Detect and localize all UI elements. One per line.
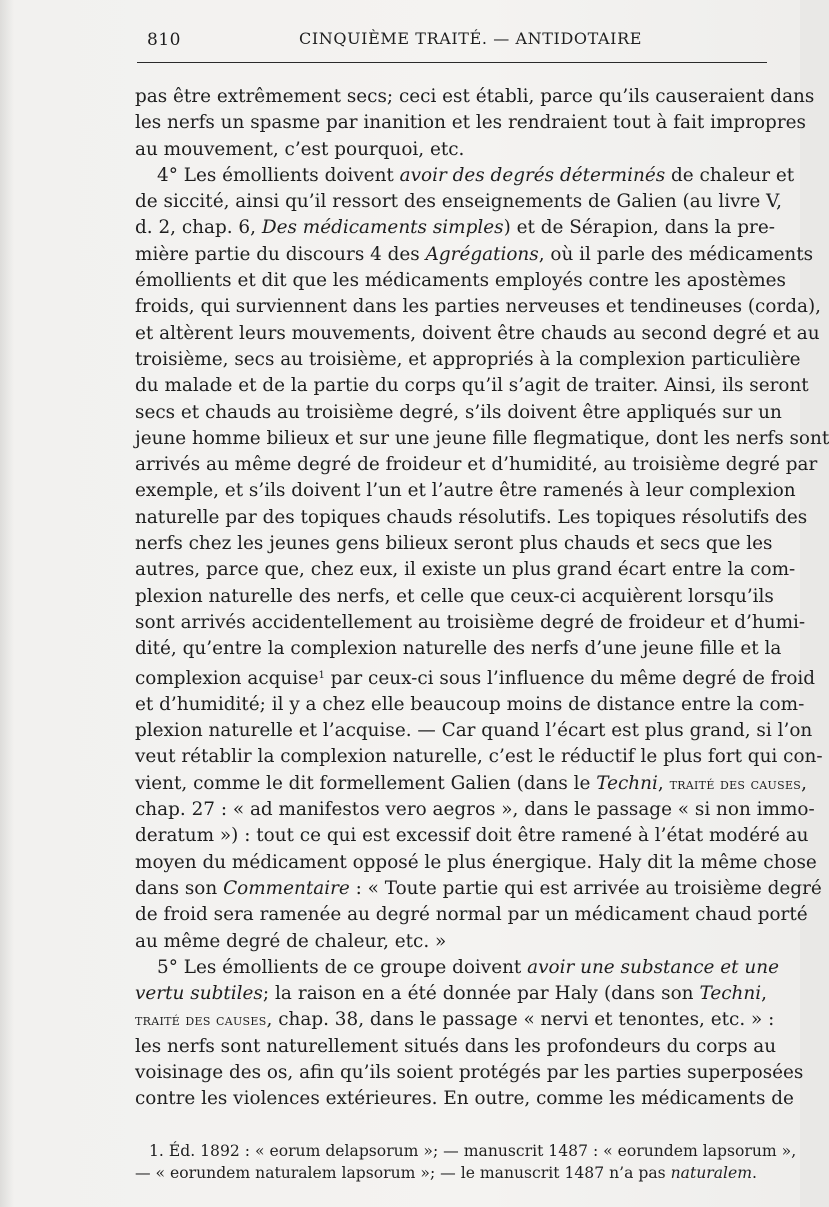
text-run: d. 2, chap. 6,: [135, 217, 256, 239]
text-line: veut rétablir la complexion naturelle, c’est le réductif le plus fort qui con-: [135, 746, 823, 768]
text-run: par ceux-ci sous l’influence du même degré de froid: [324, 667, 816, 689]
footnotes: [135, 1140, 797, 1184]
smallcaps-run: traité des causes: [135, 1010, 267, 1030]
text-line: froids, qui surviennent dans les parties nerveuses et tendineuses (corda),: [135, 296, 821, 318]
text-line: naturelle par des topiques chauds résolutifs. Les topiques résolutifs des: [135, 506, 808, 528]
text-line: nerfs chez les jeunes gens bilieux seront plus chauds et secs que les: [135, 533, 773, 555]
text-run: mière partie du discours 4 des: [135, 243, 420, 265]
text-line: arrivés au même degré de froideur et d’humidité, au troisième degré par: [135, 454, 818, 476]
text-run: de chaleur et: [671, 164, 795, 186]
text-run: ,: [761, 983, 767, 1005]
text-line: exemple, et s’ils doivent l’un et l’autre être ramenés à leur complexion: [135, 480, 796, 502]
smallcaps-run: traité des causes: [669, 773, 802, 793]
text-run: vient, comme le dit formellement Galien (dans le: [135, 772, 591, 794]
text-line: [135, 663, 816, 692]
text-line: [135, 163, 795, 189]
text-run: : « Toute partie qui est arrivée au troisième degré: [349, 877, 822, 899]
italic-run: avoir des degrés déterminés: [399, 164, 666, 186]
running-title: CINQUIÈME TRAITÉ. — ANTIDOTAIRE: [299, 29, 643, 48]
text-run: , chap. 38, dans le passage « nervi et tenontes, etc. » :: [266, 1009, 775, 1031]
footnote-reference: 1: [318, 669, 325, 681]
text-line: chap. 27 : « ad manifestos vero aegros », dans le passage « si non immo-: [135, 799, 815, 821]
text-line: les nerfs un spasme par inanition et les rendraient tout à fait impropres: [135, 112, 806, 134]
text-line: au même degré de chaleur, etc. »: [135, 930, 447, 952]
footnote-line: 1. Éd. 1892 : « eorum delapsorum »; — manuscrit 1487 : « eorundem lapsorum »,: [149, 1142, 797, 1160]
text-run: 5° Les émollients de ce groupe doivent: [157, 956, 522, 978]
text-line: de siccité, ainsi qu’il ressort des enseignements de Galien (au livre V,: [135, 191, 782, 213]
text-line: [135, 242, 814, 268]
text-line: sont arrivés accidentellement au troisième degré de froideur et d’humi-: [135, 611, 806, 633]
italic-run: avoir une substance et une: [527, 956, 779, 978]
text-run: dans son: [135, 877, 218, 899]
text-run: complexion acquise: [135, 667, 319, 689]
italic-run: Techni: [596, 772, 658, 794]
text-line: contre les violences extérieures. En outre, comme les médicaments de: [135, 1088, 794, 1110]
text-line: [135, 215, 775, 241]
italic-run: naturalem: [670, 1164, 753, 1182]
text-line: de froid sera ramenée au degré normal par un médicament chaud porté: [135, 904, 808, 926]
text-line: les nerfs sont naturellement situés dans les profondeurs du corps au: [135, 1035, 777, 1057]
text-line: [135, 981, 767, 1007]
footnote-line: [135, 1162, 767, 1184]
page-header: [147, 24, 767, 54]
text-line: moyen du médicament opposé le plus énergique. Haly dit la même chose: [135, 851, 817, 873]
text-line: [135, 771, 807, 797]
text-line: [135, 955, 779, 981]
text-line: pas être extrêmement secs; ceci est établi, parce qu’ils causeraient dans: [135, 86, 815, 107]
text-line: émollients et dit que les médicaments employés contre les apostèmes: [135, 270, 786, 292]
text-run: ; la raison en a été donnée par Haly (dans son: [262, 983, 694, 1005]
italic-run: Techni: [699, 983, 762, 1005]
text-run: 4° Les émollients doivent: [157, 164, 394, 186]
text-line: dité, qu’entre la complexion naturelle des nerfs d’une jeune fille et la: [135, 638, 782, 660]
text-line: [135, 876, 822, 902]
body-text: [135, 84, 829, 1113]
text-line: plexion naturelle et l’acquise. — Car quand l’écart est plus grand, si l’on: [135, 720, 813, 742]
italic-run: Agrégations: [425, 243, 539, 265]
text-run: ,: [801, 772, 807, 794]
header-rule: [137, 62, 767, 63]
text-line: et d’humidité; il y a chez elle beaucoup moins de distance entre la com-: [135, 693, 805, 715]
text-line: et altèrent leurs mouvements, doivent être chauds au second degré et au: [135, 322, 820, 344]
text-run: , où il parle des médicaments: [538, 243, 814, 265]
text-line: du malade et de la partie du corps qu’il s’agit de traiter. Ainsi, ils seront: [135, 375, 809, 397]
text-run: — « eorundem naturalem lapsorum »; — le manuscrit 1487 n’a pas: [135, 1164, 666, 1182]
page-number: 810: [147, 30, 181, 50]
text-line: troisième, secs au troisième, et appropriés à la complexion particulière: [135, 348, 801, 370]
text-line: jeune homme bilieux et sur une jeune fille flegmatique, dont les nerfs sont: [135, 427, 829, 449]
italic-run: Des médicaments simples: [261, 217, 504, 239]
text-line: secs et chauds au troisième degré, s’ils doivent être appliqués sur un: [135, 401, 782, 423]
italic-run: Commentaire: [223, 877, 350, 899]
text-run: ) et de Sérapion, dans la pre-: [503, 217, 775, 239]
italic-run: vertu subtiles: [135, 983, 263, 1005]
text-line: voisinage des os, afin qu’ils soient protégés par les parties superposées: [135, 1061, 804, 1083]
text-run: .: [752, 1164, 757, 1182]
text-run: ,: [657, 772, 664, 794]
text-line: deratum ») : tout ce qui est excessif doit être ramené à l’état modéré au: [135, 825, 809, 847]
text-line: [135, 1007, 775, 1033]
text-line: au mouvement, c’est pourquoi, etc.: [135, 138, 465, 160]
text-line: autres, parce que, chez eux, il existe un plus grand écart entre la com-: [135, 559, 796, 581]
text-line: plexion naturelle des nerfs, et celle que ceux-ci acquièrent lorsqu’ils: [135, 585, 774, 607]
